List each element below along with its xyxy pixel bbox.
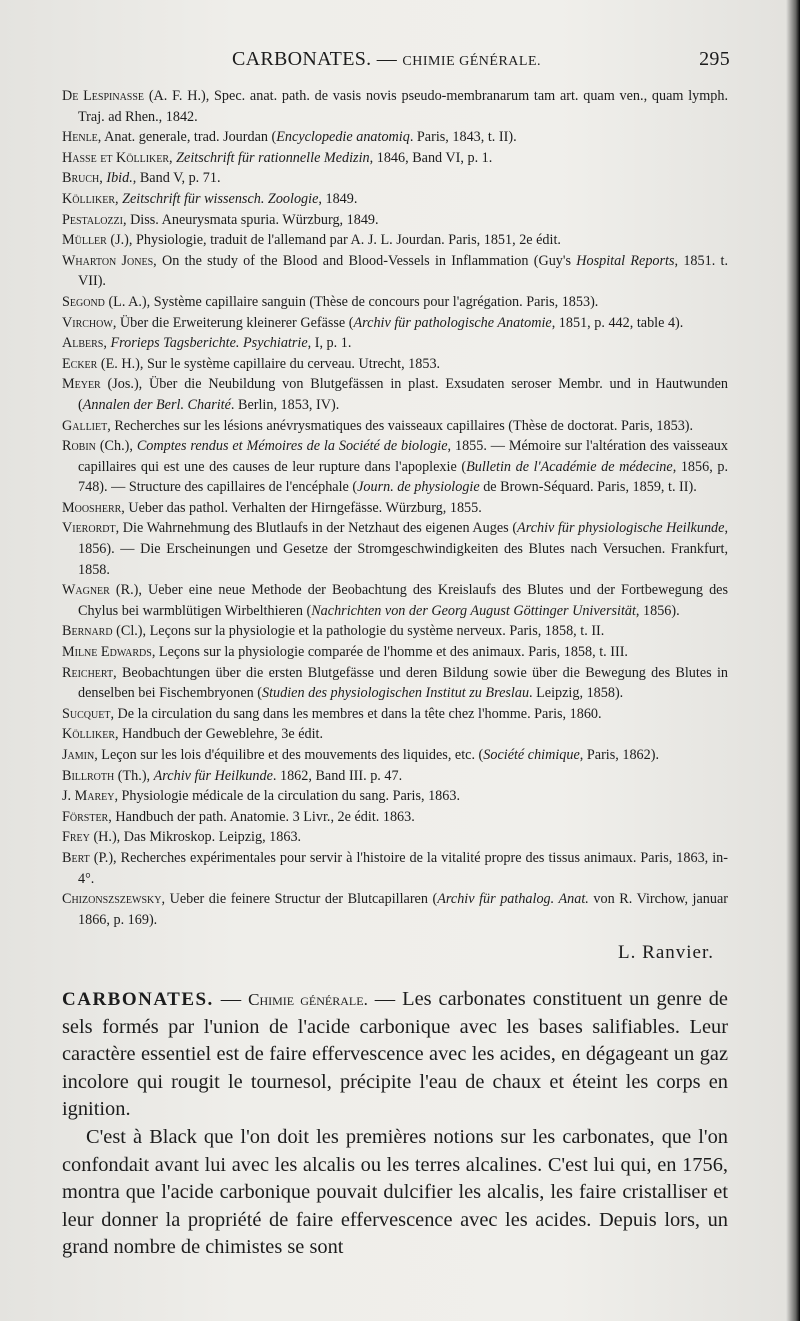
reference-title: Archiv für pathalog. Anat. <box>437 891 589 908</box>
reference-entry <box>62 704 728 725</box>
article-body <box>62 986 728 1262</box>
reference-entry <box>62 786 728 807</box>
reference-entry <box>62 827 728 848</box>
reference-text: , <box>169 149 177 166</box>
reference-title: Studien des physiologischen Institut zu Breslau <box>262 685 530 702</box>
reference-entry <box>62 168 728 189</box>
reference-author: Sucquet <box>62 705 111 722</box>
reference-title: Encyclopedie anatomiq <box>276 129 410 146</box>
reference-text: , 1856). <box>635 602 680 619</box>
reference-text: , <box>103 335 111 352</box>
reference-text: , Leçon sur les lois d'équilibre et des mouvements des liquides, etc. ( <box>94 747 484 763</box>
reference-title: Journ. de physiologie <box>357 479 480 496</box>
reference-entry <box>62 642 728 663</box>
reference-entry <box>62 663 728 704</box>
reference-text: von R. Virchow, januar 1866, p. 169). <box>78 891 729 928</box>
reference-text: , On the study of the Blood and Blood-Vessels in Inflammation (Guy's <box>153 252 577 269</box>
reference-text: , Beobachtungen über die ersten Blutgefässe und deren Bildung sowie über die Bewegung des Blutes in denselben bei Fischembryonen ( <box>78 664 728 702</box>
reference-author: Hasse et Kölliker <box>62 149 170 166</box>
reference-author: Vierordt <box>62 520 116 537</box>
reference-entry <box>62 580 728 621</box>
reference-author: Robin <box>62 438 96 455</box>
reference-author: De Lespinasse <box>62 88 145 104</box>
reference-entry <box>62 498 728 519</box>
header-title-dash: — <box>376 48 398 70</box>
reference-author: Wharton Jones <box>62 252 154 269</box>
article-paragraph <box>62 986 728 1124</box>
reference-text: , Ueber die feinere Structur der Blutcapillaren ( <box>161 891 438 908</box>
author-signature: L. Ranvier. <box>618 942 714 963</box>
reference-author: Kölliker <box>62 726 116 743</box>
article-subject: Chimie générale. <box>248 990 368 1009</box>
reference-entry <box>62 127 728 148</box>
reference-entry <box>62 251 728 292</box>
page-number: 295 <box>699 48 730 70</box>
reference-author: Milne Edwards <box>62 644 152 661</box>
header-title <box>232 48 541 71</box>
reference-entry <box>62 436 728 498</box>
reference-author: Galliet <box>62 417 108 434</box>
reference-author: Kölliker <box>62 190 116 207</box>
reference-author: Pestalozzi <box>62 211 123 228</box>
bibliography-list <box>62 86 728 930</box>
reference-entry <box>62 889 728 930</box>
reference-title: Comptes rendus et Mémoires de la Société de biologie <box>136 438 448 455</box>
reference-author: Förster <box>62 808 109 825</box>
reference-title: Hospital Reports <box>576 252 675 269</box>
reference-author: Bruch <box>62 170 100 187</box>
reference-text: (A. F. H.), Spec. anat. path. de vasis novis pseudo-membranarum tam art. quam ven., quam lymph. Traj. ad Rhen., 1842. <box>78 88 728 125</box>
reference-entry <box>62 724 728 745</box>
article-dash: — <box>213 988 249 1010</box>
article-text: — Les carbonates constituent un genre de sels formés par l'union de l'acide carbonique avec les bases salifiables. Leur caractère essentiel est de faire effervescence avec les acides, en dégageant un gaz incolore qui rougit le tournesol, précipite l'eau de chaux et éteint les corps en ignition. <box>62 988 728 1121</box>
running-header <box>62 48 730 76</box>
reference-text: , Handbuch der Geweblehre, 3e édit. <box>115 726 324 743</box>
reference-entry <box>62 86 728 127</box>
reference-title: Archiv für physiologische Heilkunde <box>517 520 725 537</box>
reference-entry <box>62 189 728 210</box>
reference-entry <box>62 374 728 415</box>
reference-text: . Paris, 1843, t. II). <box>409 129 517 146</box>
reference-text: , 1849. <box>318 190 358 207</box>
reference-text: , 1856, p. 748). — Structure des capillaires de l'encéphale ( <box>78 458 729 496</box>
reference-text: (L. A.), Système capillaire sanguin (Thèse de concours pour l'agrégation. Paris, 1853). <box>104 293 599 310</box>
reference-author: Frey <box>62 829 90 846</box>
header-title-sub: CHIMIE GÉNÉRALE. <box>402 54 542 69</box>
reference-text: , 1851, p. 442, table 4). <box>551 314 684 331</box>
reference-title: Nachrichten von der Georg August Göttinger Universität <box>311 602 636 619</box>
reference-text: (J.), Physiologie, traduit de l'allemand par A. J. L. Jourdan. Paris, 1851, 2e édit. <box>106 232 561 249</box>
reference-text: , Ueber das pathol. Verhalten der Hirngefässe. Würzburg, 1855. <box>121 499 482 516</box>
reference-title: Annalen der Berl. Charité <box>82 396 231 413</box>
reference-entry <box>62 416 728 437</box>
reference-text: , 1851. t. VII). <box>78 252 728 290</box>
reference-text: , Anat. generale, trad. Jourdan ( <box>97 129 277 146</box>
reference-title: Archiv für pathologische Anatomie <box>353 314 552 331</box>
reference-entry <box>62 230 728 251</box>
reference-text: , Paris, 1862). <box>579 747 659 763</box>
reference-entry <box>62 333 728 354</box>
page-edge-shadow <box>786 0 800 1321</box>
reference-text: (E. H.), Sur le système capillaire du cerveau. Utrecht, 1853. <box>97 355 441 372</box>
reference-text: de Brown-Séquard. Paris, 1859, t. II). <box>479 479 697 496</box>
reference-entry <box>62 313 728 334</box>
reference-entry <box>62 766 728 787</box>
reference-author: Chizonszszewsky <box>62 891 162 908</box>
reference-text: (Ch.), <box>95 438 137 455</box>
reference-text: (Th.), <box>114 767 154 784</box>
reference-author: Billroth <box>62 767 115 784</box>
reference-title: Ibid. <box>106 170 133 187</box>
reference-author: Albers <box>62 335 104 352</box>
header-title-main: CARBONATES. <box>232 48 372 70</box>
reference-text: , De la circulation du sang dans les membres et dans la tête chez l'homme. Paris, 1860. <box>110 705 602 722</box>
reference-text: , Die Wahrnehmung des Blutlaufs in der Netzhaut des eigenen Auges ( <box>115 520 518 537</box>
reference-text: . 1862, Band III. p. 47. <box>272 767 403 784</box>
reference-text: , 1846, Band VI, p. 1. <box>369 149 493 166</box>
reference-author: Segond <box>62 293 105 310</box>
reference-title: Zeitschrift für wissensch. Zoologie <box>122 190 319 207</box>
reference-author: Bernard <box>62 623 113 640</box>
reference-entry <box>62 148 728 169</box>
reference-text: (Jos.), Über die Neubildung von Blutgefässen in plast. Exsudaten seroser Membr. und in Hautwunden ( <box>78 376 728 413</box>
reference-text: , Leçons sur la physiologie comparée de l'homme et des animaux. Paris, 1858, t. III. <box>151 644 628 661</box>
reference-text: , 1856). — Die Erscheinungen und Gesetze der Stromgeschwindigkeiten des Blutes nach Versuchen. Frankfurt, 1858. <box>78 520 728 578</box>
article-paragraph: C'est à Black que l'on doit les premières notions sur les carbonates, que l'on confondait avant lui avec les alcalis ou les terres alcalines. C'est lui qui, en 1756, montra que l'acide carbonique pouvait dulcifier les alcalis, les faire cristalliser et leur donner la propriété de faire effervescence avec les acides. Depuis lors, un grand nombre de chimistes se sont <box>62 1125 728 1259</box>
reference-author: Ecker <box>62 355 98 372</box>
reference-text: , Über die Erweiterung kleinerer Gefässe ( <box>112 314 354 331</box>
reference-text: (H.), Das Mikroskop. Leipzig, 1863. <box>89 829 302 846</box>
reference-author: Wagner <box>62 582 110 599</box>
reference-text: , Recherches sur les lésions anévrysmatiques des vaisseaux capillaires (Thèse de doctorat. Paris, 1853). <box>107 417 694 434</box>
reference-author: Reichert <box>62 664 114 681</box>
reference-title: Frorieps Tagsberichte. Psychiatrie <box>110 335 308 352</box>
reference-text: , 1855. — Mémoire sur l'altération des vaisseaux capillaires qui est une des causes de leur rupture dans l'apoplexie ( <box>78 438 728 475</box>
reference-title: Bulletin de l'Académie de médecine <box>466 458 673 475</box>
reference-text: , Physiologie médicale de la circulation du sang. Paris, 1863. <box>114 788 461 805</box>
reference-author: Henle <box>62 129 98 146</box>
reference-text: , <box>115 190 123 207</box>
reference-text: . Berlin, 1853, IV). <box>230 396 340 413</box>
reference-entry <box>62 518 728 580</box>
reference-author: Bert <box>62 849 90 866</box>
reference-title: Archiv für Heilkunde <box>153 767 273 784</box>
reference-author: Virchow <box>62 314 113 331</box>
article-headword: CARBONATES. <box>62 989 214 1010</box>
reference-entry <box>62 745 728 766</box>
reference-text: , Diss. Aneurysmata spuria. Würzburg, 1849. <box>122 211 379 228</box>
reference-author: Müller <box>62 232 107 249</box>
reference-author: Jamin <box>62 747 95 763</box>
reference-entry <box>62 848 728 889</box>
reference-text: , I, p. 1. <box>307 335 352 352</box>
reference-author: Moosherr <box>62 499 122 516</box>
reference-text: , Handbuch der path. Anatomie. 3 Livr., 2e édit. 1863. <box>108 808 415 825</box>
reference-entry <box>62 354 728 375</box>
reference-text: . Leipzig, 1858). <box>529 685 624 702</box>
reference-author: J. Marey <box>62 788 115 805</box>
reference-text: (Cl.), Leçons sur la physiologie et la pathologie du système nerveux. Paris, 1858, t. II. <box>112 623 605 640</box>
reference-text: (P.), Recherches expérimentales pour servir à l'histoire de la vitalité propre des tissus animaux. Paris, 1863, in-4°. <box>78 849 728 887</box>
reference-entry <box>62 621 728 642</box>
reference-entry <box>62 210 728 231</box>
reference-text: , Band V, p. 71. <box>132 170 221 187</box>
reference-author: Meyer <box>62 376 101 393</box>
reference-entry <box>62 292 728 313</box>
reference-title: Zeitschrift für rationnelle Medizin <box>176 149 370 166</box>
reference-text: (R.), Ueber eine neue Methode der Beobachtung des Kreislaufs des Blutes und der Fortbewegung des Chylus bei warmblütigen Wirbelthieren ( <box>78 582 728 619</box>
reference-text: , <box>99 170 107 187</box>
reference-entry <box>62 807 728 828</box>
reference-title: Société chimique <box>483 747 580 763</box>
